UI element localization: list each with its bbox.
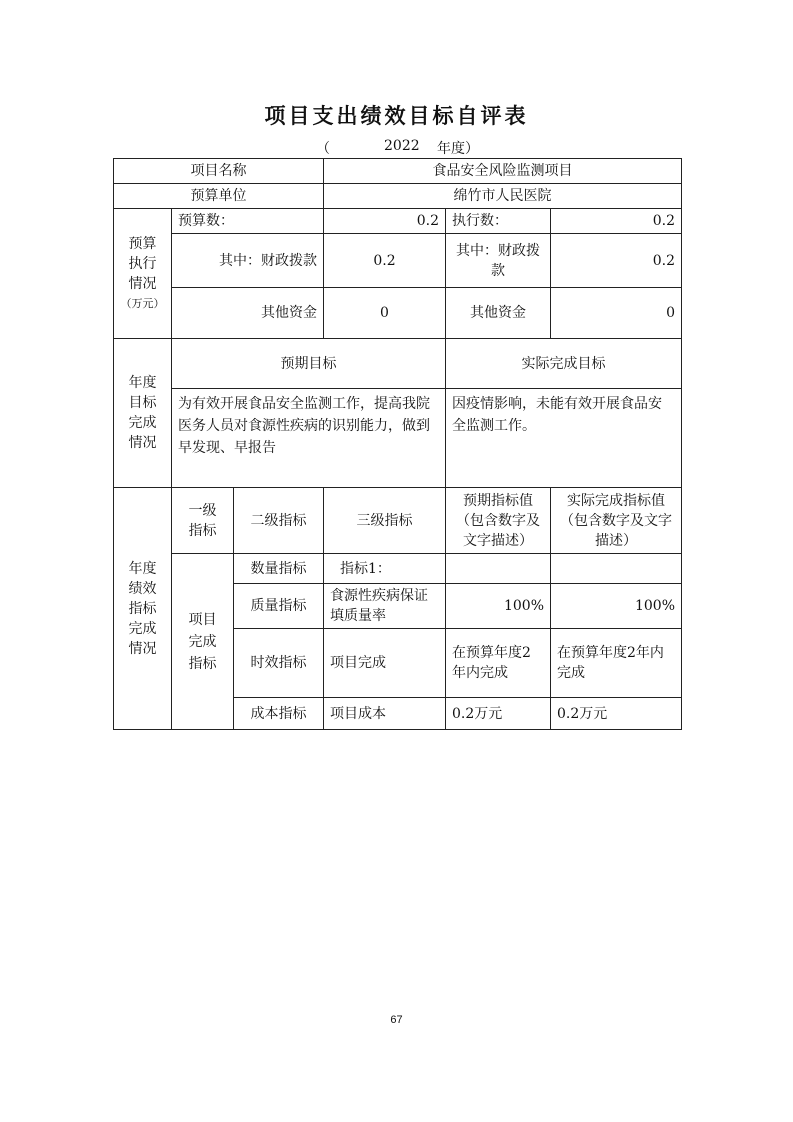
budget-amount-value: 0.2 (324, 209, 446, 234)
goals-header-row (114, 339, 682, 389)
actual-goal-text: 因疫情影响，未能有效开展食品安全监测工作。 (446, 389, 682, 488)
other-funds-exec: 0 (551, 288, 682, 339)
fiscal-funds-label: 其中：财政拨款 (172, 234, 324, 288)
expected-value (446, 554, 551, 584)
fiscal-funds-exec: 0.2 (551, 234, 682, 288)
budget-total-row (114, 209, 682, 234)
other-funds-budget: 0 (324, 288, 446, 339)
col-expected-header: 预期指标值（包含数字及文字描述） (446, 488, 551, 554)
expected-value: 在预算年度2年内完成 (446, 629, 551, 698)
actual-goal-header: 实际完成目标 (446, 339, 682, 389)
actual-value: 0.2万元 (551, 698, 682, 730)
project-name-label: 项目名称 (114, 159, 324, 184)
budget-section-unit: （万元） (120, 296, 165, 310)
project-name-value: 食品安全风险监测项目 (324, 159, 682, 184)
actual-value (551, 554, 682, 584)
budget-unit-label: 预算单位 (114, 184, 324, 209)
col-level2-header: 二级指标 (234, 488, 324, 554)
indicator-row (114, 554, 682, 584)
budget-unit-row (114, 184, 682, 209)
fiscal-funds-row (114, 234, 682, 288)
level3-indicator: 项目完成 (324, 629, 446, 698)
other-funds-label: 其他资金 (172, 288, 324, 339)
col-level3-header: 三级指标 (324, 488, 446, 554)
budget-section-label (114, 209, 172, 339)
col-level1-header: 一级指标 (172, 488, 234, 554)
goals-content-row (114, 389, 682, 488)
level2-indicator: 成本指标 (234, 698, 324, 730)
budget-amount-label: 预算数： (172, 209, 324, 234)
evaluation-table (113, 158, 682, 730)
exec-amount-label: 执行数： (446, 209, 551, 234)
level3-indicator: 项目成本 (324, 698, 446, 730)
actual-value: 在预算年度2年内完成 (551, 629, 682, 698)
budget-section-title: 预算执行情况 (128, 235, 157, 292)
level3-indicator: 指标1： (324, 554, 446, 584)
col-actual-header: 实际完成指标值（包含数字及文字描述） (551, 488, 682, 554)
level2-indicator: 数量指标 (234, 554, 324, 584)
level2-indicator: 时效指标 (234, 629, 324, 698)
level2-indicator: 质量指标 (234, 584, 324, 629)
year-open-paren: （ (316, 141, 330, 157)
page-title: 项目支出绩效目标自评表 (264, 104, 529, 128)
indicators-header-row (114, 488, 682, 554)
budget-unit-value: 绵竹市人民医院 (324, 184, 682, 209)
indicators-section-label (114, 488, 172, 730)
expected-value: 0.2万元 (446, 698, 551, 730)
goals-section-label (114, 339, 172, 488)
project-name-row (114, 159, 682, 184)
other-funds-row (114, 288, 682, 339)
fiscal-funds-exec-label: 其中：财政拨款 (446, 234, 551, 288)
goals-section-title: 年度目标完成情况 (128, 375, 157, 451)
year-suffix: 年度） (437, 141, 479, 157)
expected-goal-text: 为有效开展食品安全监测工作，提高我院医务人员对食源性疾病的识别能力，做到早发现、早报告 (172, 389, 446, 488)
expected-goal-header: 预期目标 (172, 339, 446, 389)
level3-indicator: 食源性疾病保证填质量率 (324, 584, 446, 629)
exec-amount-value: 0.2 (551, 209, 682, 234)
fiscal-funds-budget: 0.2 (324, 234, 446, 288)
page-number: 67 (390, 1014, 403, 1026)
other-funds-exec-label: 其他资金 (446, 288, 551, 339)
year-value: 2022 (384, 138, 420, 154)
level1-indicator-name: 项目完成指标 (172, 554, 234, 730)
indicators-section-title: 年度绩效指标完成情况 (128, 560, 157, 657)
actual-value: 100% (551, 584, 682, 629)
expected-value: 100% (446, 584, 551, 629)
